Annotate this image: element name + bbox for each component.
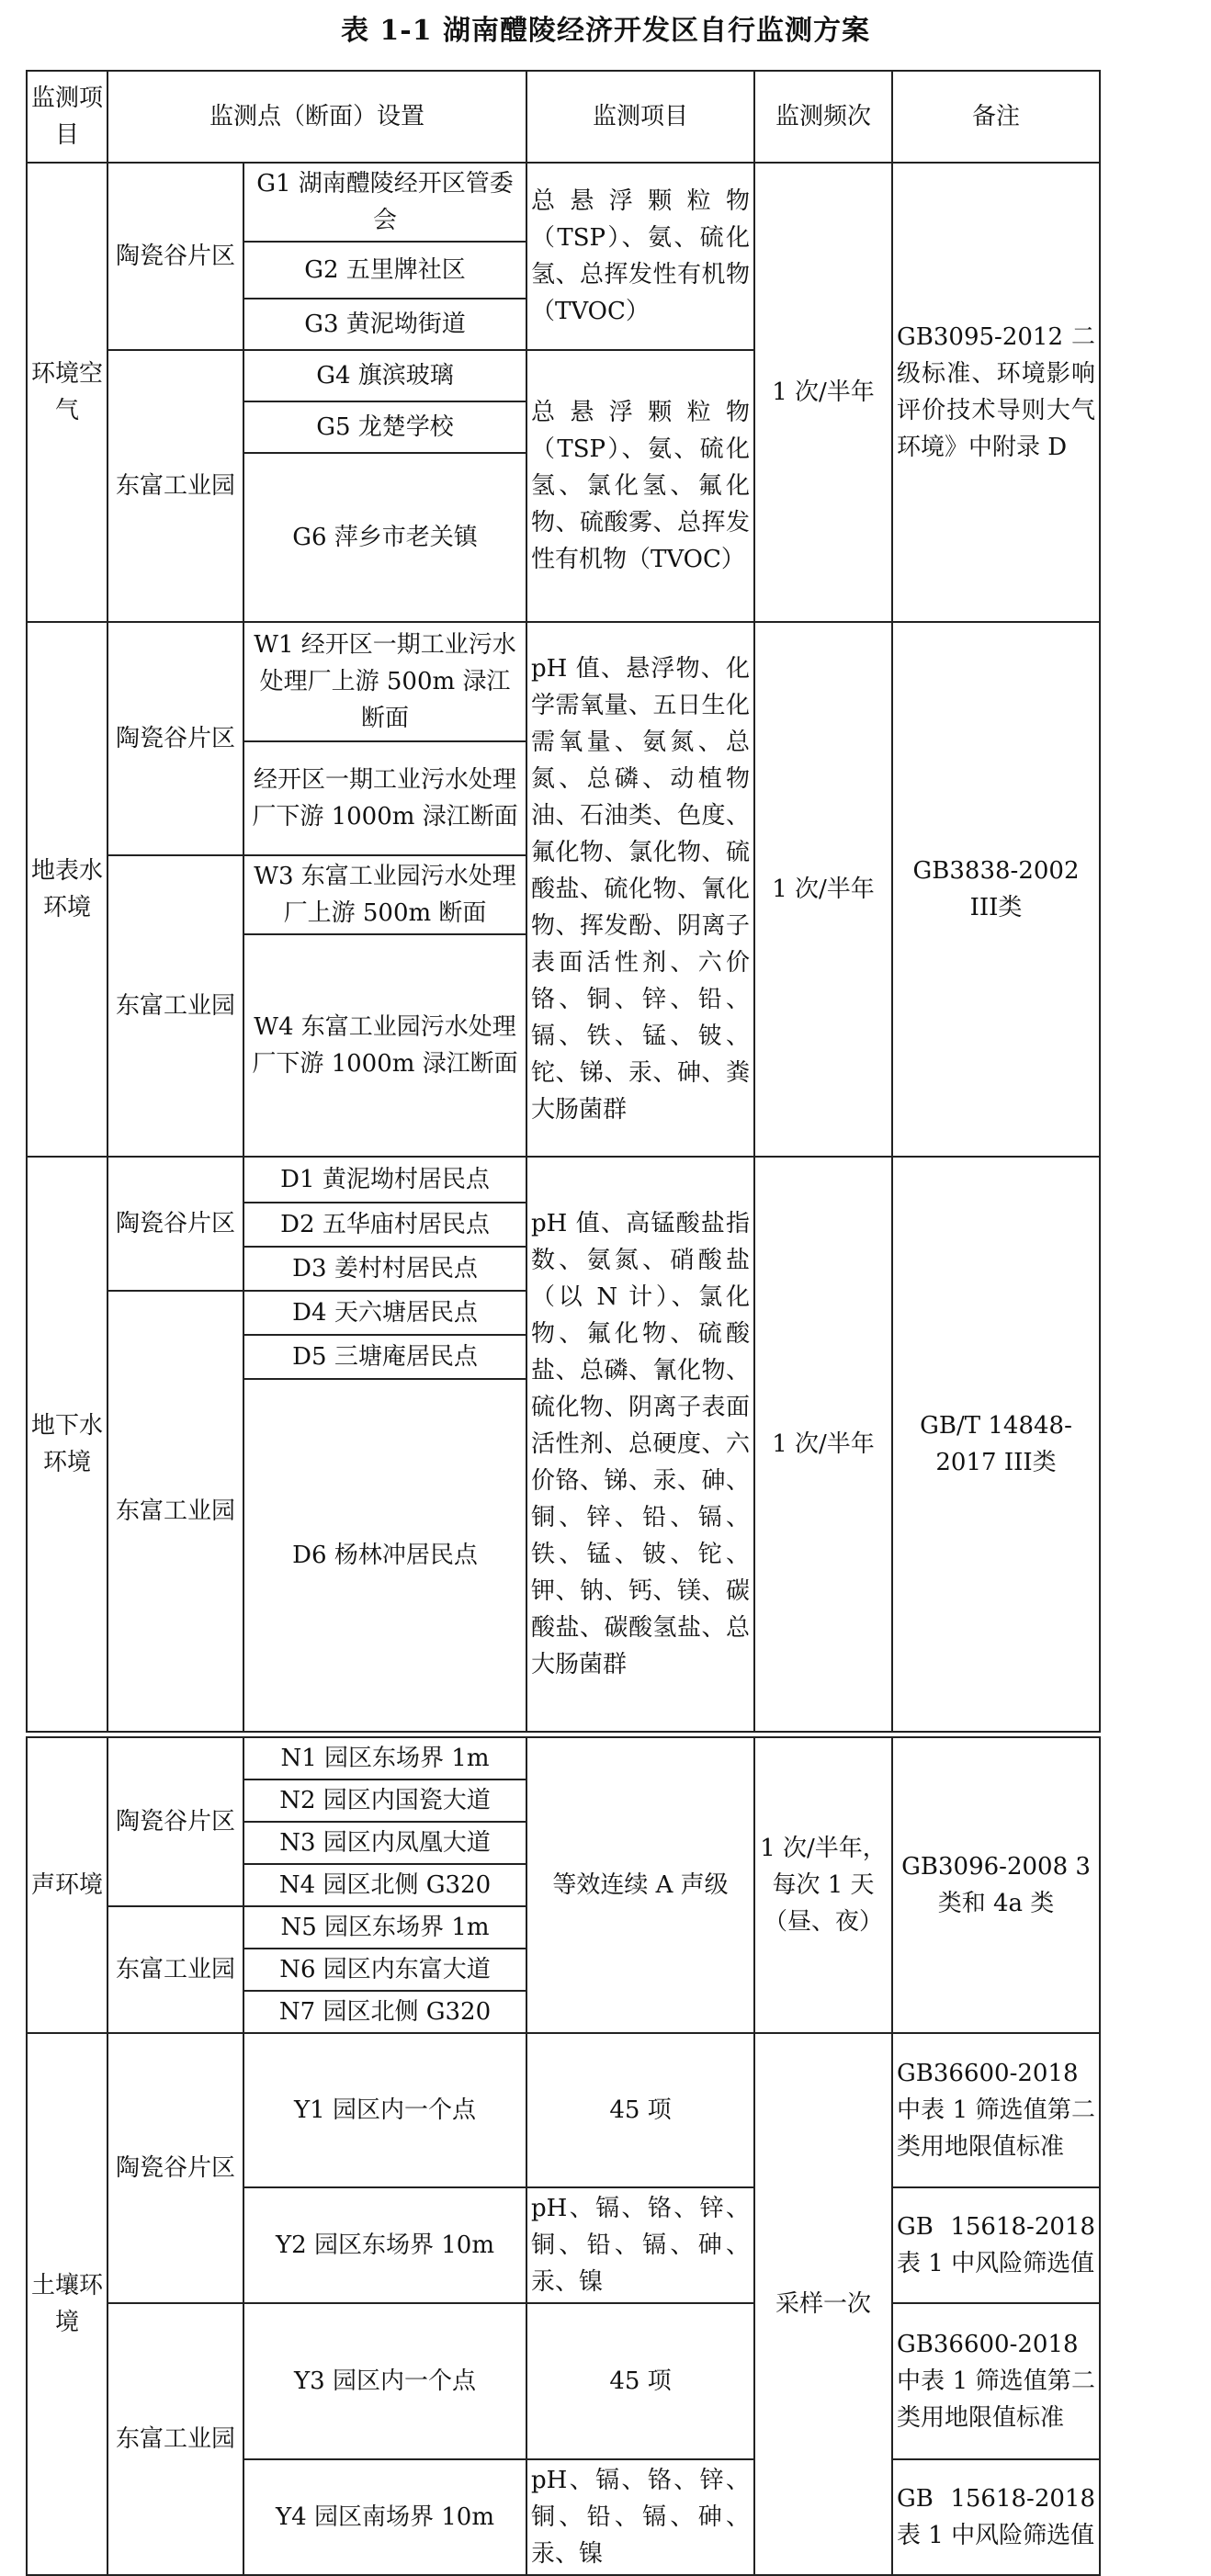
frequency-surface-water: 1 次/半年	[754, 622, 892, 1157]
zone-dongfu: 东富工业园	[108, 350, 243, 622]
items-soil-y4: pH、镉、铬、锌、铜、铅、镉、砷、汞、镍	[526, 2459, 754, 2575]
point-g5: G5 龙楚学校	[243, 401, 526, 453]
point-g6: G6 萍乡市老关镇	[243, 453, 526, 622]
point-w1: W1 经开区一期工业污水处理厂上游 500m 渌江断面	[243, 622, 526, 741]
items-surface-water: pH 值、悬浮物、化学需氧量、五日生化需氧量、氨氮、总氮、总磷、动植物油、石油类、色度、氟化物、氯化物、硫酸盐、硫化物、氰化物、挥发酚、阴离子表面活性剂、六价铬、铜、锌、铅、镉、铁、锰、铍、铊、锑、汞、砷、粪大肠菌群	[526, 622, 754, 1157]
remark-soil-y1: GB36600-2018 中表 1 筛选值第二类用地限值标准	[892, 2033, 1100, 2187]
category-groundwater: 地下水环境	[27, 1157, 108, 1732]
header-points: 监测点（断面）设置	[108, 71, 526, 163]
items-noise: 等效连续 A 声级	[526, 1737, 754, 2033]
point-n4: N4 园区北侧 G320	[243, 1864, 526, 1906]
point-d4: D4 天六塘居民点	[243, 1291, 526, 1335]
items-soil-y1: 45 项	[526, 2033, 754, 2187]
point-n6: N6 园区内东富大道	[243, 1949, 526, 1991]
point-g1: G1 湖南醴陵经开区管委会	[243, 163, 526, 242]
table-row	[27, 1737, 1100, 1779]
category-soil: 土壤环境	[27, 2033, 108, 2575]
category-air: 环境空气	[27, 163, 108, 622]
items-air-1: 总悬浮颗粒物（TSP）、氨、硫化氢、总挥发性有机物（TVOC）	[526, 163, 754, 350]
table-row	[27, 622, 1100, 741]
point-n5: N5 园区东场界 1m	[243, 1906, 526, 1949]
point-y2: Y2 园区东场界 10m	[243, 2187, 526, 2303]
point-n7: N7 园区北侧 G320	[243, 1991, 526, 2033]
table-row	[27, 2303, 1100, 2459]
items-air-2: 总悬浮颗粒物（TSP）、氨、硫化氢、氯化氢、氟化物、硫酸雾、总挥发性有机物（TVOC）	[526, 350, 754, 622]
remark-soil-y2: GB 15618-2018 表 1 中风险筛选值	[892, 2187, 1100, 2303]
frequency-noise: 1 次/半年，每次 1 天（昼、夜）	[754, 1737, 892, 2033]
point-d2: D2 五华庙村居民点	[243, 1203, 526, 1247]
table-row	[27, 163, 1100, 242]
point-n2: N2 园区内国瓷大道	[243, 1779, 526, 1822]
header-items: 监测项目	[526, 71, 754, 163]
items-groundwater: pH 值、高锰酸盐指数、氨氮、硝酸盐（以 N 计）、氯化物、氟化物、硫酸盐、总磷、氰化物、硫化物、阴离子表面活性剂、总硬度、六价铬、锑、汞、砷、铜、锌、铅、镉、铁、锰、铍、铊、钾、钠、钙、镁、碳酸盐、碳酸氢盐、总大肠菌群	[526, 1157, 754, 1732]
table-row	[27, 2033, 1100, 2187]
point-d3: D3 姜村村居民点	[243, 1247, 526, 1291]
table-row	[27, 1157, 1100, 1203]
zone-taociguo: 陶瓷谷片区	[108, 1737, 243, 1906]
point-n3: N3 园区内凤凰大道	[243, 1822, 526, 1864]
items-soil-y2: pH、镉、铬、锌、铜、铅、镉、砷、汞、镍	[526, 2187, 754, 2303]
point-d5: D5 三塘庵居民点	[243, 1335, 526, 1379]
point-y4: Y4 园区南场界 10m	[243, 2459, 526, 2575]
point-w2: 经开区一期工业污水处理厂下游 1000m 渌江断面	[243, 741, 526, 855]
point-g2: G2 五里牌社区	[243, 242, 526, 299]
zone-taociguo: 陶瓷谷片区	[108, 163, 243, 350]
remark-air: GB3095-2012 二级标准、环境影响评价技术导则大气环境》中附录 D	[892, 163, 1100, 622]
zone-dongfu: 东富工业园	[108, 1291, 243, 1732]
header-frequency: 监测频次	[754, 71, 892, 163]
items-soil-y3: 45 项	[526, 2303, 754, 2459]
header-remark: 备注	[892, 71, 1100, 163]
table-title: 表 1-1 湖南醴陵经济开发区自行监测方案	[340, 15, 871, 47]
point-w3: W3 东富工业园污水处理厂上游 500m 断面	[243, 855, 526, 934]
header-row	[27, 71, 1100, 163]
zone-dongfu: 东富工业园	[108, 1906, 243, 2033]
point-n1: N1 园区东场界 1m	[243, 1737, 526, 1779]
remark-surface-water: GB3838-2002 III类	[892, 622, 1100, 1157]
remark-soil-y3: GB36600-2018 中表 1 筛选值第二类用地限值标准	[892, 2303, 1100, 2459]
point-g3: G3 黄泥坳街道	[243, 299, 526, 350]
point-d6: D6 杨林冲居民点	[243, 1379, 526, 1732]
category-surface-water: 地表水环境	[27, 622, 108, 1157]
point-w4: W4 东富工业园污水处理厂下游 1000m 渌江断面	[243, 934, 526, 1157]
point-y1: Y1 园区内一个点	[243, 2033, 526, 2187]
zone-dongfu: 东富工业园	[108, 2303, 243, 2575]
point-y3: Y3 园区内一个点	[243, 2303, 526, 2459]
zone-taociguo: 陶瓷谷片区	[108, 622, 243, 855]
remark-groundwater: GB/T 14848-2017 III类	[892, 1157, 1100, 1732]
frequency-groundwater: 1 次/半年	[754, 1157, 892, 1732]
frequency-air: 1 次/半年	[754, 163, 892, 622]
frequency-soil: 采样一次	[754, 2033, 892, 2575]
zone-taociguo: 陶瓷谷片区	[108, 1157, 243, 1291]
remark-soil-y4: GB 15618-2018 表 1 中风险筛选值	[892, 2459, 1100, 2575]
header-category: 监测项目	[27, 71, 108, 163]
point-d1: D1 黄泥坳村居民点	[243, 1157, 526, 1203]
zone-taociguo: 陶瓷谷片区	[108, 2033, 243, 2303]
remark-noise: GB3096-2008 3 类和 4a 类	[892, 1737, 1100, 2033]
point-g4: G4 旗滨玻璃	[243, 350, 526, 401]
monitoring-table	[26, 70, 1101, 2576]
zone-dongfu: 东富工业园	[108, 855, 243, 1157]
category-noise: 声环境	[27, 1737, 108, 2033]
